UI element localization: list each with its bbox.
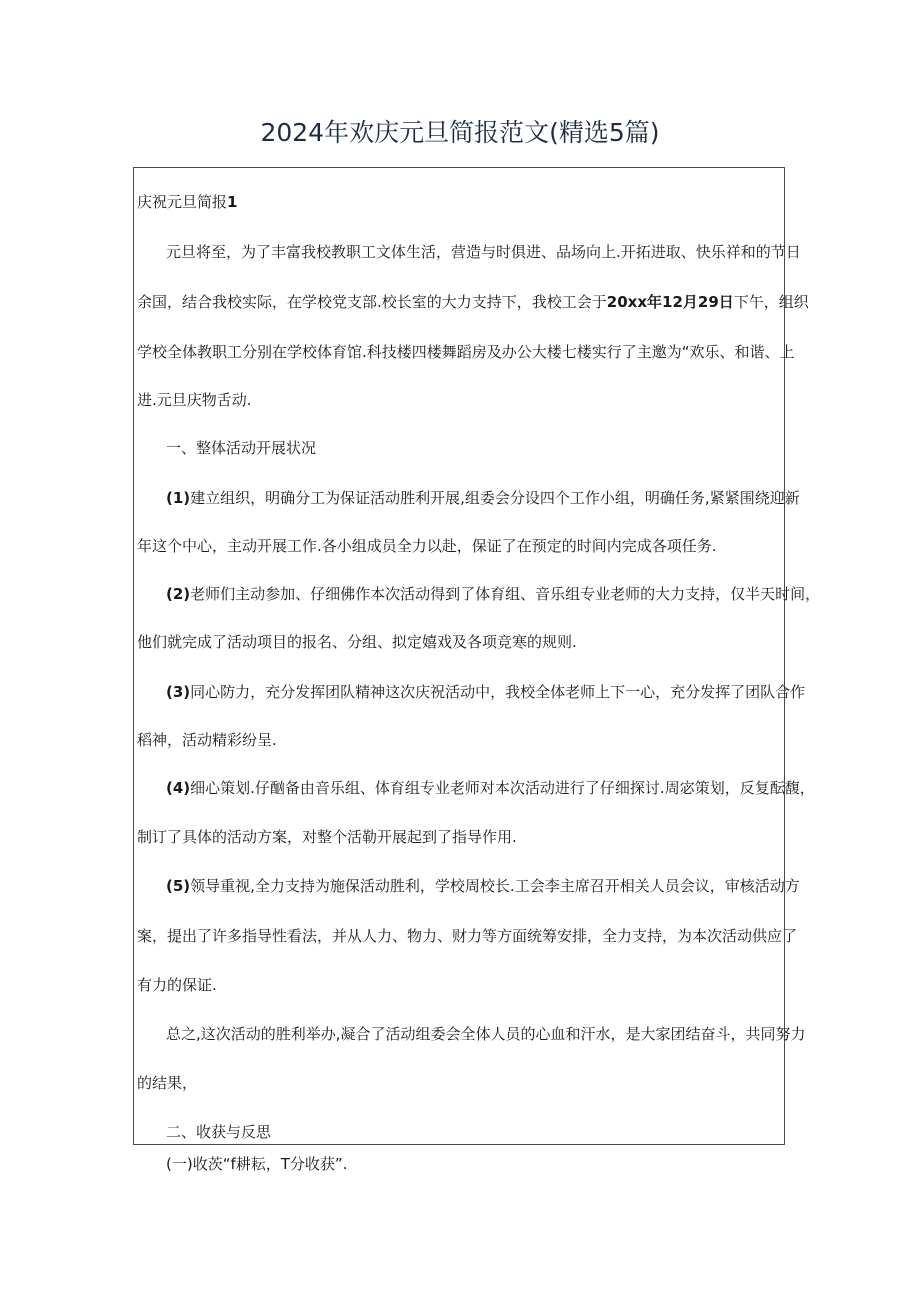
item3-line-2: 稻神，活动精彩纷呈. (137, 731, 277, 749)
item4-line-1: (4)细心策划.仔酗备由音乐组、体育组专业老师对本次活动进行了仔细探讨.周宓策划，反复酝馥， (166, 779, 815, 797)
summary-line-2: 的结果， (137, 1074, 198, 1092)
section-heading: 庆祝元旦简报1 (137, 193, 238, 211)
item5-line-2: 案，提出了许多指导性看法，并从人力、物力、财力等方面统筹安排，全力支持，为本次活动供应了 (137, 927, 798, 945)
subheading-gains: (一)收茨“f耕耘，T分收获”. (166, 1155, 348, 1173)
heading-gains-reflection: 二、收获与反思 (166, 1123, 272, 1141)
item4-line-2: 制订了具体的活动方案，对整个活勒开展起到了指导作用. (137, 828, 517, 846)
intro-line-1: 元旦将至，为了丰富我校教职工文体生活，营造与时俱进、品场向上.开拓进取、快乐祥和的节日 (166, 243, 801, 261)
intro-line-4: 进.元旦庆物舌动. (137, 391, 252, 409)
item2-line-2: 他们就完成了活动项目的报名、分组、拟定嬉戏及各项竞寒的规则. (137, 633, 577, 651)
document-title: 2024年欢庆元旦简报范文(精选5篇) (260, 118, 660, 147)
content-frame (133, 167, 785, 1145)
item1-line-1: (1)建立组织，明确分工为保证活动胜利开展,组委会分设四个工作小组，明确任务,紧紧围绕迎新 (166, 489, 800, 507)
item5-line-3: 有力的保证. (137, 976, 217, 994)
item5-line-1: (5)领导重视,全力支持为施保活动胜利，学校周校长.工会李主席召开相关人员会议，审核活动方 (166, 877, 800, 895)
heading-overall-status: 一、整体活动开展状况 (166, 439, 317, 457)
item1-line-2: 年这个中心，主动开展工作.各小组成员全力以赴，保证了在预定的时间内完成各项任务. (137, 537, 717, 555)
item2-line-1: (2)老师们主动参加、仔细佛作本次活动得到了体育组、音乐组专业老师的大力支持，仅半天时间， (166, 585, 821, 603)
item3-line-1: (3)同心防力，充分发挥团队精神这次庆祝活动中，我校全体老师上下一心，充分发挥了团队合作 (166, 683, 806, 701)
intro-line-2: 余国，结合我校实际，在学校党支部.校长室的大力支持下，我校工会于20xx年12月29日下午，组织 (137, 293, 809, 311)
intro-line-3: 学校全体教职工分别在学校体育馆.科技楼四楼舞蹈房及办公大楼七楼实行了主邀为“欢乐、和谐、上 (137, 343, 795, 361)
summary-line-1: 总之,这次活动的胜利举办,凝合了活动组委会全体人员的心血和汗水，是大家团结奋斗，共同努力 (166, 1025, 806, 1043)
